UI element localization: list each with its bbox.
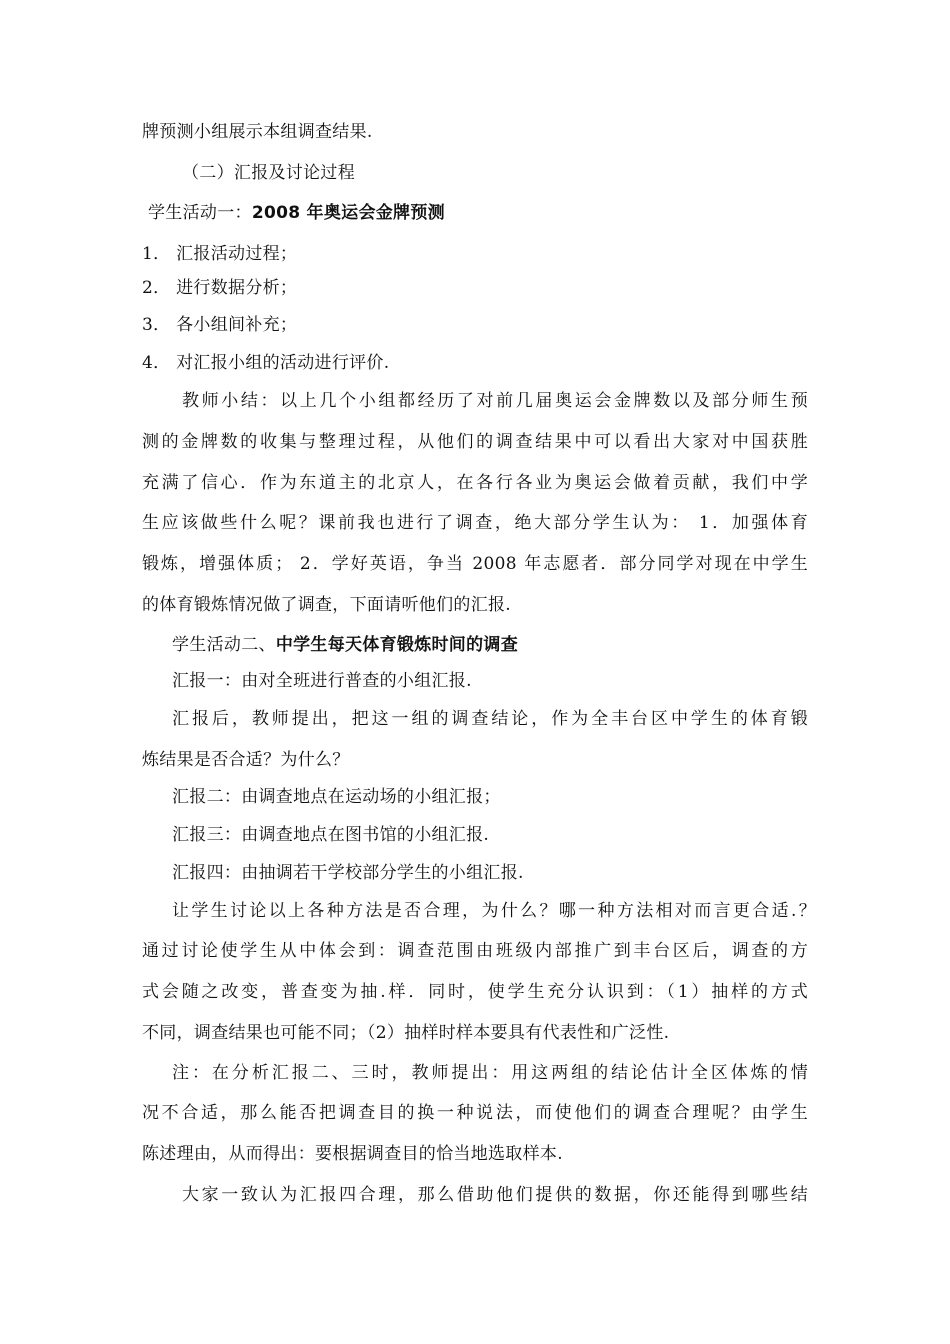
list-item: 3． 各小组间补充； — [142, 315, 298, 335]
text-line: 充满了信心．作为东道主的北京人，在各行各业为奥运会做着贡献，我们中学 — [142, 473, 808, 493]
text-line: 大家一致认为汇报四合理，那么借助他们提供的数据，你还能得到哪些结 — [182, 1185, 808, 1205]
activity-two-title: 中学生每天体育锻炼时间的调查 — [275, 635, 519, 655]
text-line: 不同，调查结果也可能不同；（2）抽样时样本要具有代表性和广泛性. — [142, 1023, 670, 1043]
list-item: 4． 对汇报小组的活动进行评价. — [142, 353, 390, 373]
text-line: 生应该做些什么呢？课前我也进行了调查，绝大部分学生认为： 1．加强体育 — [142, 513, 808, 533]
text-line: 汇报四：由抽调若干学校部分学生的小组汇报. — [172, 863, 524, 883]
text-line: 陈述理由，从而得出：要根据调查目的恰当地选取样本. — [142, 1144, 563, 1164]
text-line: 通过讨论使学生从中体会到：调查范围由班级内部推广到丰台区后，调查的方 — [142, 941, 808, 961]
text-line: 牌预测小组展示本组调查结果. — [142, 122, 373, 142]
text-line: 汇报后，教师提出，把这一组的调查结论，作为全丰台区中学生的体育锻 — [172, 709, 808, 729]
text-line: 汇报二：由调查地点在运动场的小组汇报； — [172, 787, 501, 807]
text-line: 注：在分析汇报二、三时，教师提出：用这两组的结论估计全区体炼的情 — [172, 1063, 808, 1083]
activity-one-heading — [148, 201, 445, 225]
text-line: 式会随之改变，普查变为抽.样．同时，使学生充分认识到：（1）抽样的方式 — [142, 982, 808, 1002]
activity-two-prefix: 学生活动二、 — [172, 635, 276, 655]
text-line: 让学生讨论以上各种方法是否合理，为什么？哪一种方法相对而言更合适.？ — [172, 901, 816, 921]
activity-one-prefix: 学生活动一： — [148, 203, 252, 223]
text-line: 锻炼，增强体质； 2．学好英语，争当 2008 年志愿者．部分同学对现在中学生 — [142, 554, 808, 574]
activity-two-heading — [172, 633, 518, 657]
text-line: 汇报三：由调查地点在图书馆的小组汇报. — [172, 825, 490, 845]
list-item: 1． 汇报活动过程； — [142, 244, 298, 264]
text-line: 测的金牌数的收集与整理过程，从他们的调查结果中可以看出大家对中国获胜 — [142, 432, 808, 452]
text-line: 况不合适，那么能否把调查目的换一种说法，而使他们的调查合理呢？由学生 — [142, 1103, 808, 1123]
text-line: 的体育锻炼情况做了调查，下面请听他们的汇报. — [142, 595, 512, 615]
activity-one-title: 2008 年奥运会金牌预测 — [251, 203, 445, 223]
section-heading: （二）汇报及讨论过程 — [182, 163, 355, 183]
list-item: 2． 进行数据分析； — [142, 278, 298, 298]
text-line: 汇报一：由对全班进行普查的小组汇报. — [172, 671, 472, 691]
text-line: 炼结果是否合适？为什么？ — [142, 750, 350, 770]
text-line: 教师小结：以上几个小组都经历了对前几届奥运会金牌数以及部分师生预 — [182, 391, 808, 411]
